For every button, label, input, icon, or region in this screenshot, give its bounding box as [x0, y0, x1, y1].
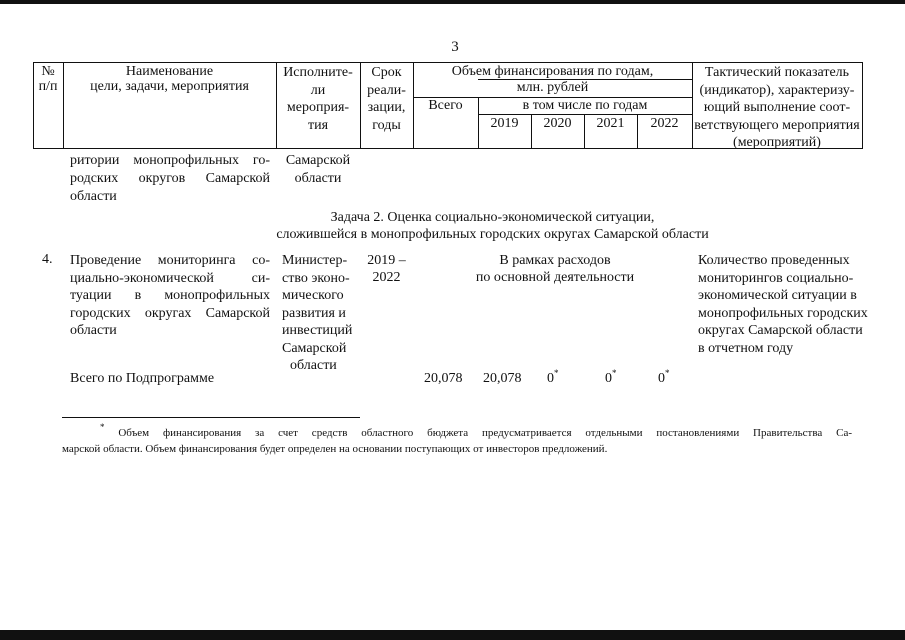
header-year-2019: 2019 [490, 116, 519, 131]
header-indicator-line: Тактический показатель [704, 65, 850, 80]
footnote-line-2: марской области. Объем финансирования будет определен на основании поступающих от инвесторов предложений. [62, 443, 608, 455]
row4-indicator-line: мониторингов социально- [698, 270, 854, 286]
task2-title [180, 209, 805, 243]
row4-financing-line: В рамках расходов [499, 253, 611, 268]
header-indicator-line: ветствующего мероприятия [694, 117, 860, 133]
total-row-2021 [605, 368, 617, 387]
header-indicator-line: (индикатор), характеризу- [699, 82, 855, 98]
page-number: 3 [451, 39, 459, 55]
header-term-line: Срок [371, 65, 402, 80]
years-title-underline [478, 114, 692, 115]
task2-title-line: сложившейся в монопрофильных городских округах Самарской области [276, 227, 709, 242]
header-num [33, 64, 63, 94]
total-row-2019: 20,078 [483, 371, 522, 386]
total-row-2022 [658, 368, 670, 387]
row4-executor-line: инвестиций [282, 323, 353, 338]
header-indicator-line: (мероприятий) [733, 135, 821, 150]
row4-indicator [698, 252, 868, 357]
row4-executor-line: мического [282, 288, 344, 303]
total-2020-value: 0 [547, 371, 554, 386]
row4-term-line: 2019 – [367, 253, 406, 268]
continued-name-line: области [70, 189, 117, 204]
top-border [0, 0, 905, 4]
row4-executor-line: Министер- [282, 253, 348, 268]
header-year-2021: 2021 [596, 116, 625, 131]
total-2021-value: 0 [605, 371, 612, 386]
row4-term [360, 252, 413, 286]
header-name-line: Наименование [125, 64, 214, 79]
header-top-line [33, 62, 863, 63]
row4-financing [440, 252, 670, 286]
header-total: Всего [428, 98, 463, 113]
v-line [862, 62, 863, 149]
header-executor-line: мероприя- [286, 100, 350, 115]
footnote-mark: * [665, 368, 670, 378]
total-row-label: Всего по Подпрограмме [70, 371, 215, 386]
row4-name [70, 252, 270, 340]
row4-indicator-line: монопрофильных городских [698, 305, 868, 321]
row4-executor-line: Самарской [282, 340, 347, 356]
header-num-line: п/п [38, 79, 58, 94]
row4-term-line: 2022 [372, 270, 401, 285]
row4-name-line: Проведение мониторинга со- [70, 253, 270, 268]
row4-indicator-line: округах Самарской области [698, 323, 863, 338]
footnote-mark: * [612, 368, 617, 378]
header-term-line: зации, [367, 100, 406, 115]
row4-executor-line: ство эконо- [282, 270, 350, 286]
header-executor-line: Исполните- [283, 65, 353, 80]
header-year-2020: 2020 [543, 116, 572, 131]
footnote-mark: * [554, 368, 559, 378]
header-financing [413, 64, 692, 96]
row4-indicator-line: экономической ситуации в [698, 288, 857, 303]
row4-executor-line: развития и [282, 305, 346, 321]
total-row-total: 20,078 [424, 371, 463, 386]
row4-executor [282, 252, 362, 375]
row4-financing-line: по основной деятельности [475, 270, 635, 285]
footnote-text-1: Объем финансирования за счет средств областного бюджета предусматривается отдельными постановлениями Правительства Са- [118, 427, 852, 439]
footnote-separator [62, 417, 360, 418]
continued-executor-line: области [294, 171, 342, 186]
task2-title-line: Задача 2. Оценка социально-экономической ситуации, [330, 210, 655, 225]
header-financing-line: млн. рублей [516, 80, 589, 95]
footnote [62, 422, 852, 457]
total-row-2020 [547, 368, 559, 387]
footnote-line-1 [62, 422, 852, 441]
header-name [63, 64, 276, 94]
continued-name-line: ритории монопрофильных го- [70, 153, 270, 168]
header-term-line: реали- [367, 82, 406, 98]
header-years-title: в том числе по годам [522, 98, 648, 113]
bottom-border [0, 630, 905, 640]
row4-indicator-line: в отчетном году [698, 340, 794, 356]
row4-indicator-line: Количество проведенных [698, 253, 850, 268]
row4-name-line: туации в монопрофильных [70, 288, 270, 303]
total-2022-value: 0 [658, 371, 665, 386]
row4-name-line: циально-экономической си- [70, 270, 270, 286]
header-executor-line: тия [307, 117, 329, 133]
footnote-mark: * [100, 422, 105, 432]
header-indicator [692, 64, 862, 152]
row4-name-line: области [70, 323, 117, 338]
header-name-line: цели, задачи, мероприятия [90, 79, 249, 94]
row4-num: 4. [42, 252, 53, 267]
header-year-2022: 2022 [650, 116, 679, 131]
header-financing-line: Объем финансирования по годам, [451, 64, 654, 79]
continued-row-executor [276, 152, 360, 188]
header-num-line: № [41, 64, 55, 79]
continued-row-name [70, 152, 270, 206]
header-term [360, 64, 413, 134]
row4-executor-line: области [290, 358, 337, 373]
continued-name-line: родских округов Самарской [70, 171, 270, 186]
header-executor [276, 64, 360, 134]
continued-executor-line: Самарской [285, 153, 351, 168]
header-executor-line: ли [310, 82, 326, 98]
row4-name-line: городских округах Самарской [70, 305, 270, 321]
header-term-line: годы [372, 117, 401, 133]
header-indicator-line: ющий выполнение соот- [703, 100, 851, 115]
